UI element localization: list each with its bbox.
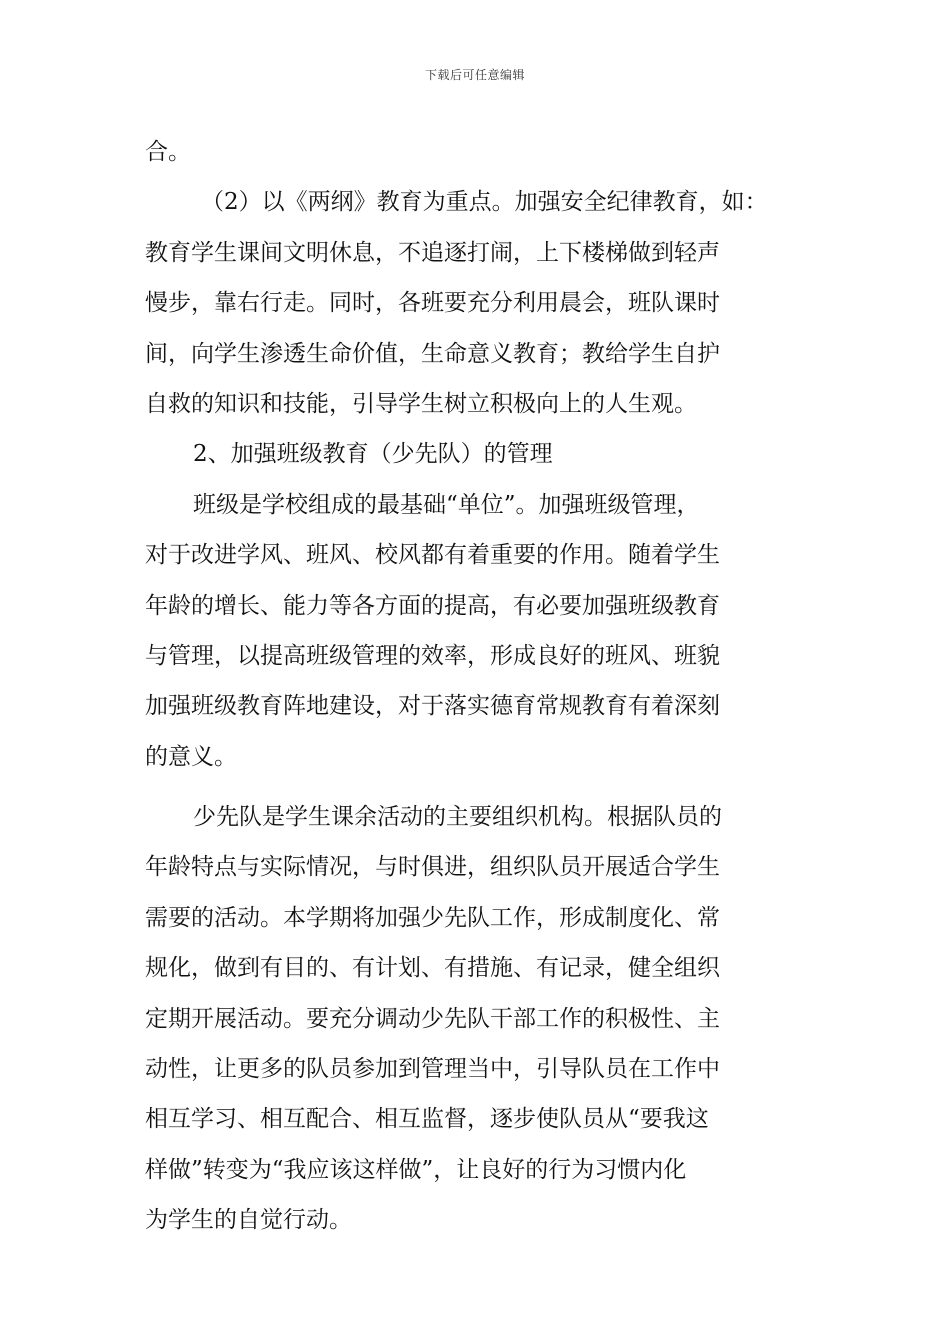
text-line: 间，向学生渗透生命价值，生命意义教育；教给学生自护 [145, 340, 720, 367]
paragraph-class-management [145, 480, 805, 782]
text-line: 样做”转变为“我应该这样做”，让良好的行为习惯内化 [145, 1156, 687, 1183]
text-line: 班级是学校组成的最基础“单位”。加强班级管理， [193, 491, 700, 518]
paragraph-continuation [145, 127, 805, 177]
text-line: 为学生的自觉行动。 [145, 1207, 352, 1234]
text-line: 需要的活动。本学期将加强少先队工作，形成制度化、常 [145, 904, 720, 931]
text-line: 的意义。 [145, 743, 237, 770]
page-header: 下载后可任意编辑 [424, 68, 525, 82]
text-line: 教育学生课间文明休息，不追逐打闹，上下楼梯做到轻声 [145, 239, 720, 266]
text-line: 规化，做到有目的、有计划、有措施、有记录，健全组织 [145, 955, 720, 982]
section-heading [145, 429, 805, 479]
text-line: 定期开展活动。要充分调动少先队干部工作的积极性、主 [145, 1005, 720, 1032]
text-line: 自救的知识和技能，引导学生树立积极向上的人生观。 [145, 390, 697, 417]
text-line: 合。 [145, 139, 191, 165]
text-line: 与管理，以提高班级管理的效率，形成良好的班风、班貌 [145, 642, 720, 669]
text-line: 年龄的增长、能力等各方面的提高，有必要加强班级教育 [145, 592, 720, 619]
paragraph-two-outlines [145, 177, 805, 429]
paragraph-young-pioneers [145, 792, 805, 1246]
heading-line: 2、加强班级教育（少先队）的管理 [193, 441, 553, 468]
document-body [145, 127, 805, 1246]
text-line: 加强班级教育阵地建设，对于落实德育常规教育有着深刻 [145, 693, 720, 720]
text-line: 对于改进学风、班风、校风都有着重要的作用。随着学生 [145, 542, 720, 569]
text-line: （2）以《两纲》教育为重点。加强安全纪律教育，如： [201, 189, 768, 216]
text-line: 相互学习、相互配合、相互监督，逐步使队员从“要我这 [145, 1106, 709, 1133]
text-line: 慢步，靠右行走。同时，各班要充分利用晨会，班队课时 [145, 290, 720, 317]
text-line: 少先队是学生课余活动的主要组织机构。根据队员的 [193, 804, 722, 831]
text-line: 年龄特点与实际情况，与时俱进，组织队员开展适合学生 [145, 854, 720, 881]
text-line: 动性，让更多的队员参加到管理当中，引导队员在工作中 [145, 1056, 720, 1083]
